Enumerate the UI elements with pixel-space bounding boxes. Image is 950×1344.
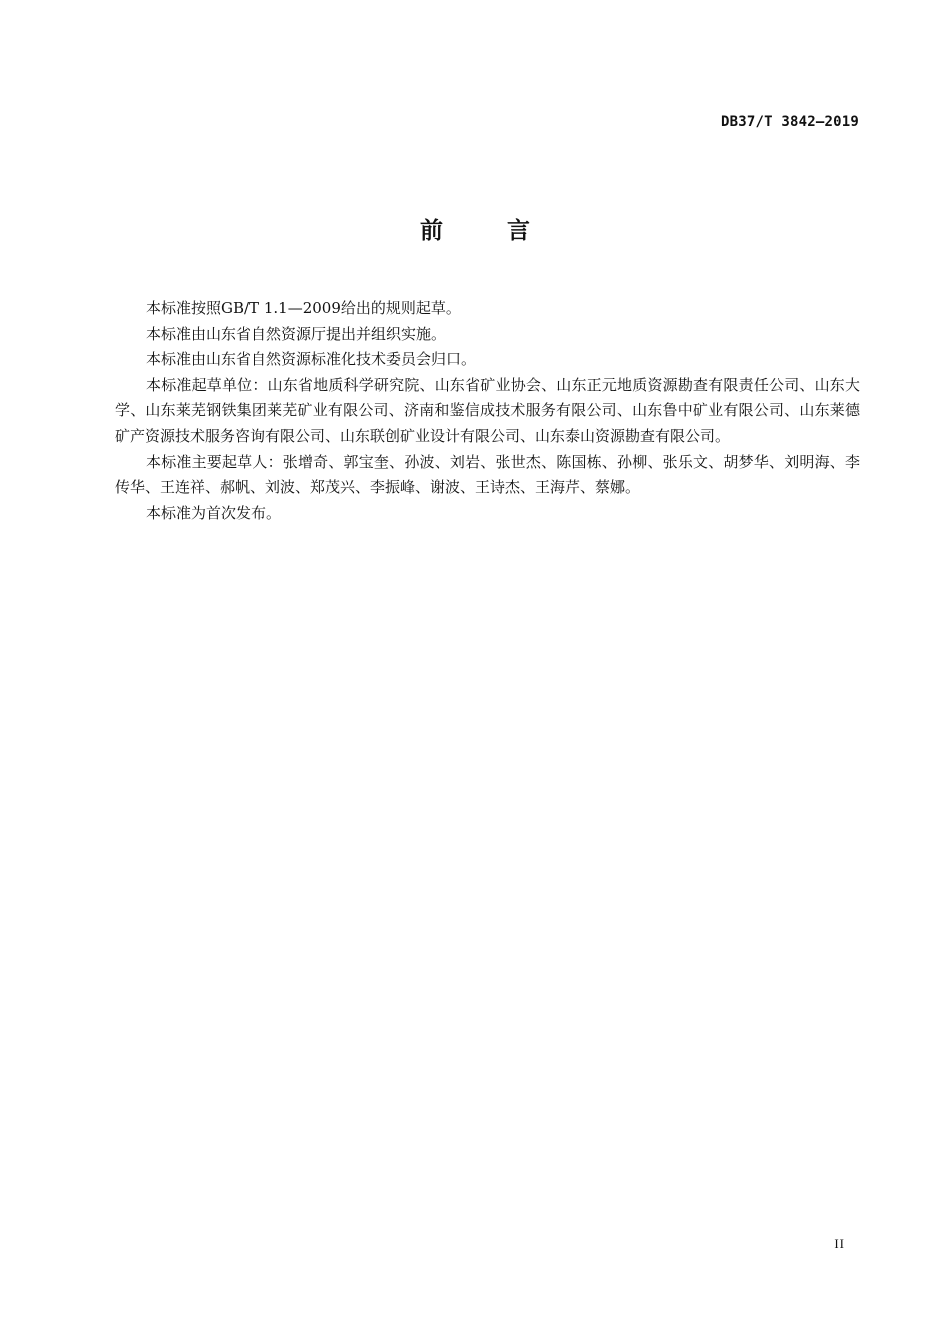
paragraph-drafting-units: 本标准起草单位：山东省地质科学研究院、山东省矿业协会、山东正元地质资源勘查有限责任公司、山东大学、山东莱芜钢铁集团莱芜矿业有限公司、济南和鉴信成技术服务有限公司、山东鲁中矿业有限公司、山东莱德矿产资源技术服务咨询有限公司、山东联创矿业设计有限公司、山东泰山资源勘查有限公司。: [115, 375, 860, 445]
paragraph-drafting-rules: 本标准按照GB/T 1.1—2009给出的规则起草。: [146, 299, 461, 317]
page-number: II: [834, 1236, 845, 1251]
paragraph-committee: 本标准由山东省自然资源标准化技术委员会归口。: [146, 350, 477, 369]
foreword-body: [115, 296, 860, 526]
paragraph-drafters: 本标准主要起草人：张增奇、郭宝奎、孙波、刘岩、张世杰、陈国栋、孙柳、张乐文、胡梦华、刘明海、李传华、王连祥、郝帆、刘波、郑茂兴、李振峰、谢波、王诗杰、王海芹、蔡娜。: [115, 452, 860, 497]
page-title: 前 言: [419, 217, 558, 244]
paragraph-proposer: 本标准由山东省自然资源厅提出并组织实施。: [146, 324, 447, 343]
standard-code: DB37/T 3842—2019: [720, 114, 859, 130]
paragraph-first-release: 本标准为首次发布。: [146, 503, 282, 522]
